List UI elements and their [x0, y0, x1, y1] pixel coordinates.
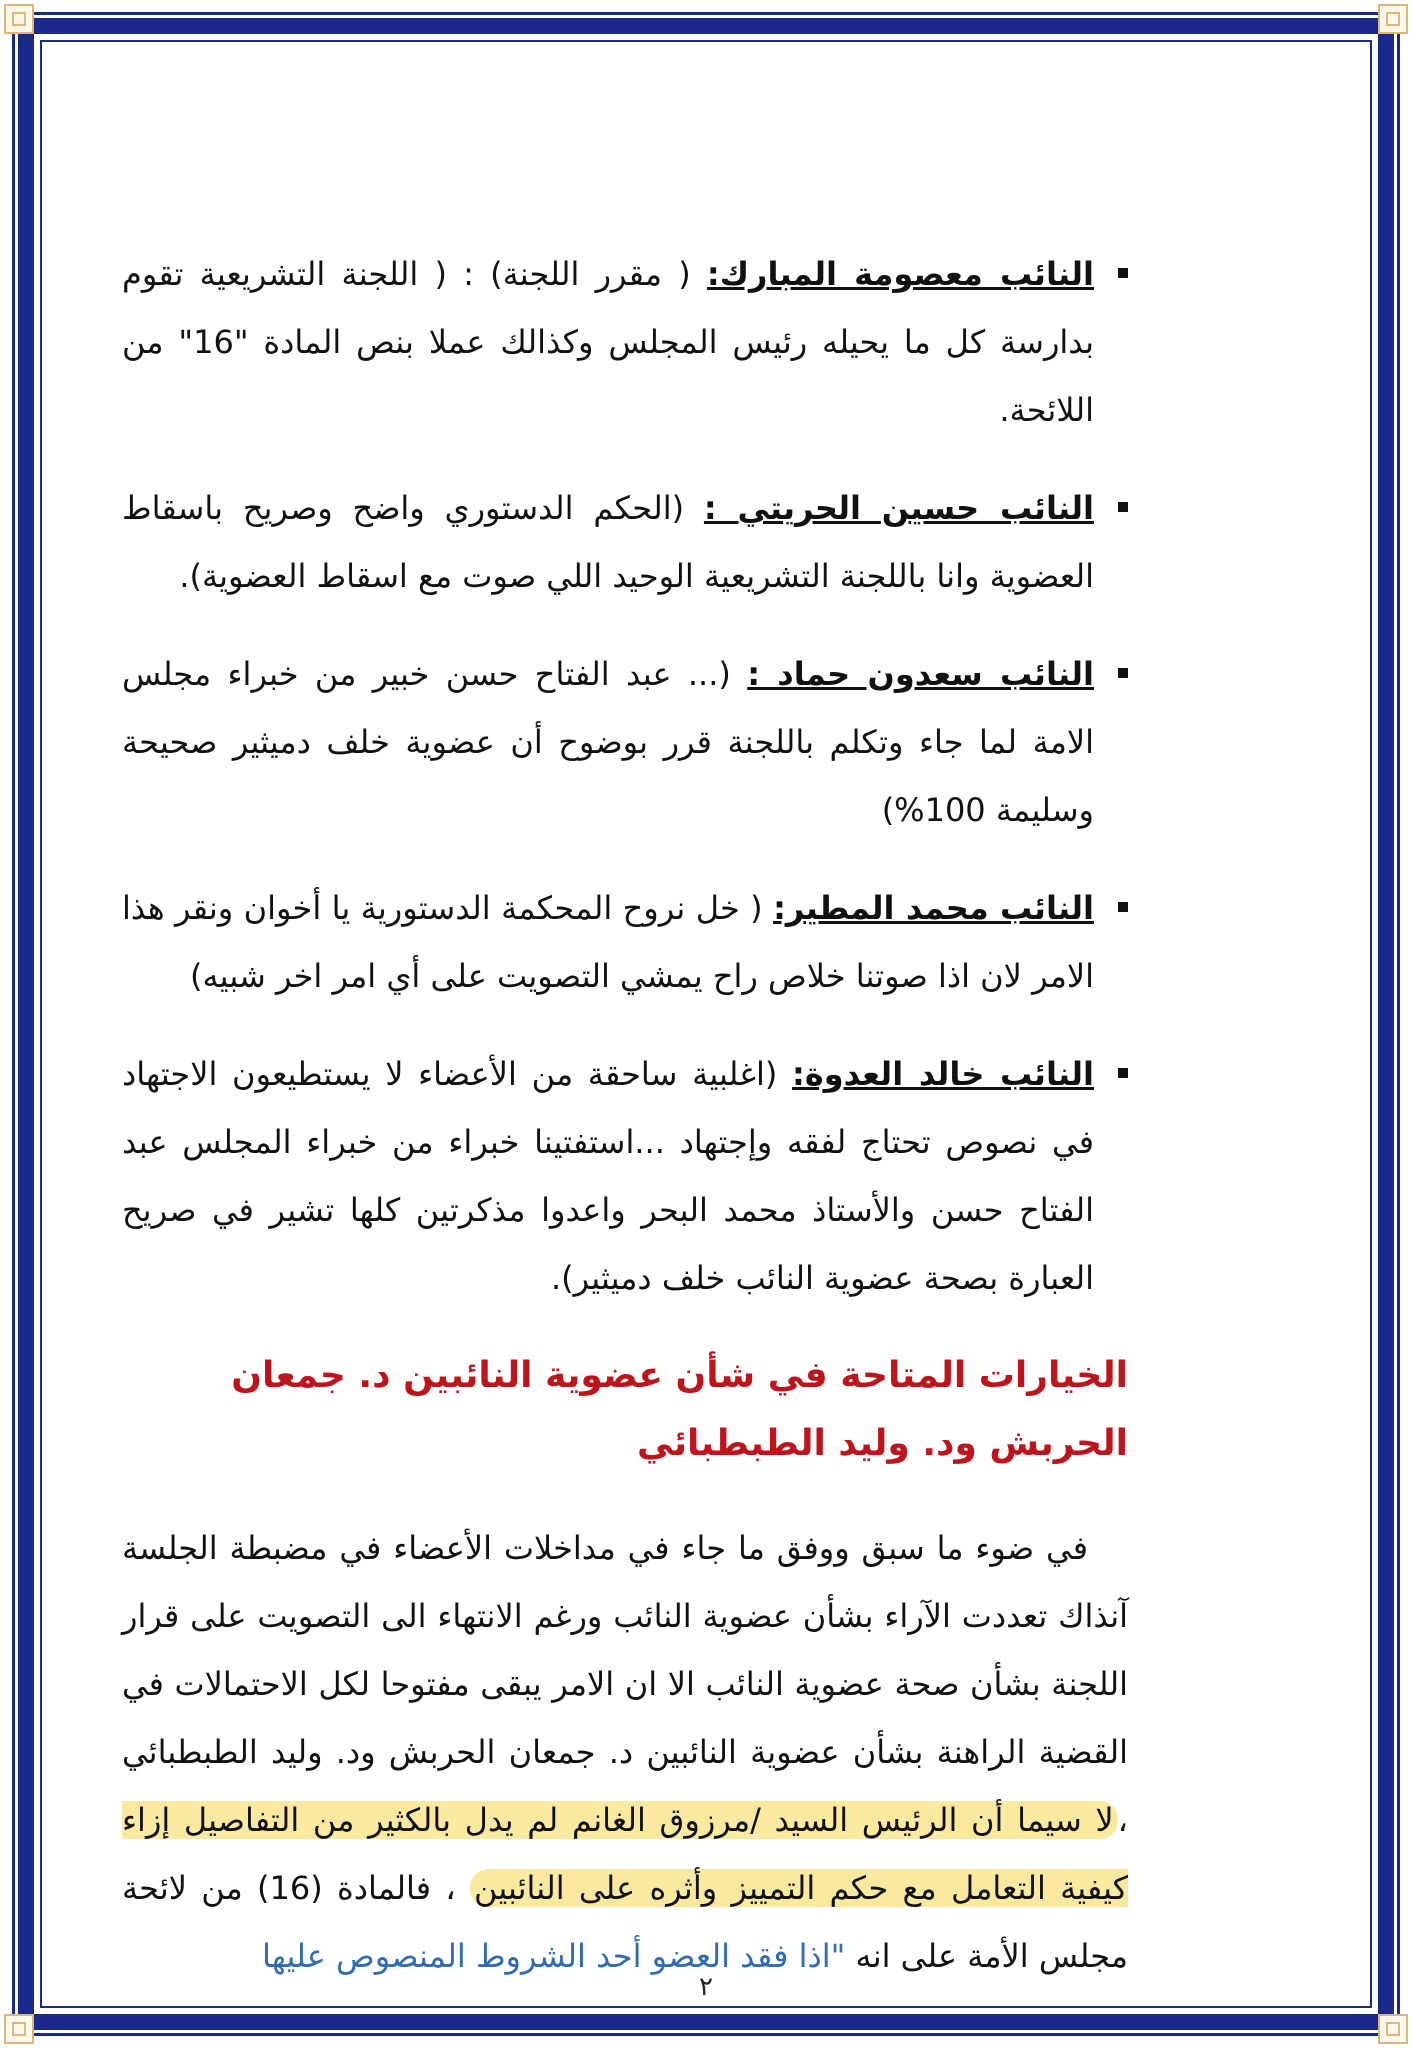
quoted-article-text: "اذا فقد العضو أحد الشروط المنصوص عليها [261, 1937, 846, 1975]
bullet-icon [1118, 1068, 1128, 1078]
speaker-name: النائب محمد المطير: [773, 889, 1095, 927]
speaker-quote: ( خل نروح المحكمة الدستورية يا أخوان ونقر هذا الامر لان اذا صوتنا خلاص راح يمشي التصويت على أي امر اخر شبيه) [122, 889, 1094, 995]
bullet-icon [1118, 668, 1128, 678]
paragraph-text: في ضوء ما سبق ووفق ما جاء في مداخلات الأعضاء في مضبطة الجلسة آنذاك تعددت الآراء بشأن عضوية النائب ورغم الانتهاء الى التصويت على قرار اللجنة بشأن صحة عضوية النائب الا ان الامر يبقى مفتوحا لكل الاحتمالات في القضية الراهنة بشأن عضوية النائبين د. جمعان الحربش ود. وليد الطبطبائي ، [122, 1529, 1128, 1839]
quote-item [122, 474, 1128, 610]
paragraph-text-continued: ، فالمادة (16) من لائحة مجلس الأمة على انه [122, 1869, 1128, 1975]
body-paragraph [122, 1514, 1128, 1990]
quote-item [122, 1040, 1128, 1312]
page-number: ٢ [699, 1972, 713, 2002]
speaker-name: النائب معصومة المبارك: [706, 255, 1094, 293]
quote-item [122, 874, 1128, 1010]
quote-item [122, 640, 1128, 844]
quote-item [122, 240, 1128, 444]
corner-ornament-bottom-right [1378, 2014, 1408, 2044]
corner-ornament-bottom-left [4, 2014, 34, 2044]
highlighted-text: لا سيما أن الرئيس السيد /مرزوق الغانم لم يدل بالكثير من التفاصيل إزاء كيفية التعامل مع حكم التمييز وأثره على النائبين [122, 1801, 1129, 1907]
speaker-name: النائب سعدون حماد : [747, 655, 1095, 693]
corner-ornament-top-left [4, 4, 34, 34]
section-heading: الخيارات المتاحة في شأن عضوية النائبين د. جمعان الحربش ود. وليد الطبطبائي [231, 1355, 1128, 1464]
corner-ornament-top-right [1378, 4, 1408, 34]
document-body [122, 240, 1128, 1990]
speaker-quote: ( مقرر اللجنة) : ( اللجنة التشريعية تقوم بدارسة كل ما يحيله رئيس المجلس وكذالك عملا بنص المادة "16" من اللائحة. [122, 255, 1095, 429]
speaker-name: النائب خالد العدوة: [792, 1055, 1095, 1093]
speaker-quote: (... عبد الفتاح حسن خبير من خبراء مجلس الامة لما جاء وتكلم باللجنة قرر بوضوح أن عضوية خلف دميثير صحيحة وسليمة 100%) [122, 655, 1094, 829]
speaker-name: النائب حسين الحريتي : [703, 489, 1094, 527]
bullet-icon [1118, 268, 1128, 278]
speaker-quote: (الحكم الدستوري واضح وصريح باسقاط العضوية وانا باللجنة التشريعية الوحيد اللي صوت مع اسقاط العضوية). [122, 489, 1094, 595]
bullet-icon [1118, 902, 1128, 912]
speaker-quote: (اغلبية ساحقة من الأعضاء لا يستطيعون الاجتهاد في نصوص تحتاج لفقه وإجتهاد ...استفتينا خبراء من خبراء المجلس عبد الفتاح حسن والأستاذ محمد البحر واعدوا مذكرتين كلها تشير في صريح العبارة بصحة عضوية النائب خلف دميثير). [122, 1055, 1094, 1297]
bullet-icon [1118, 502, 1128, 512]
